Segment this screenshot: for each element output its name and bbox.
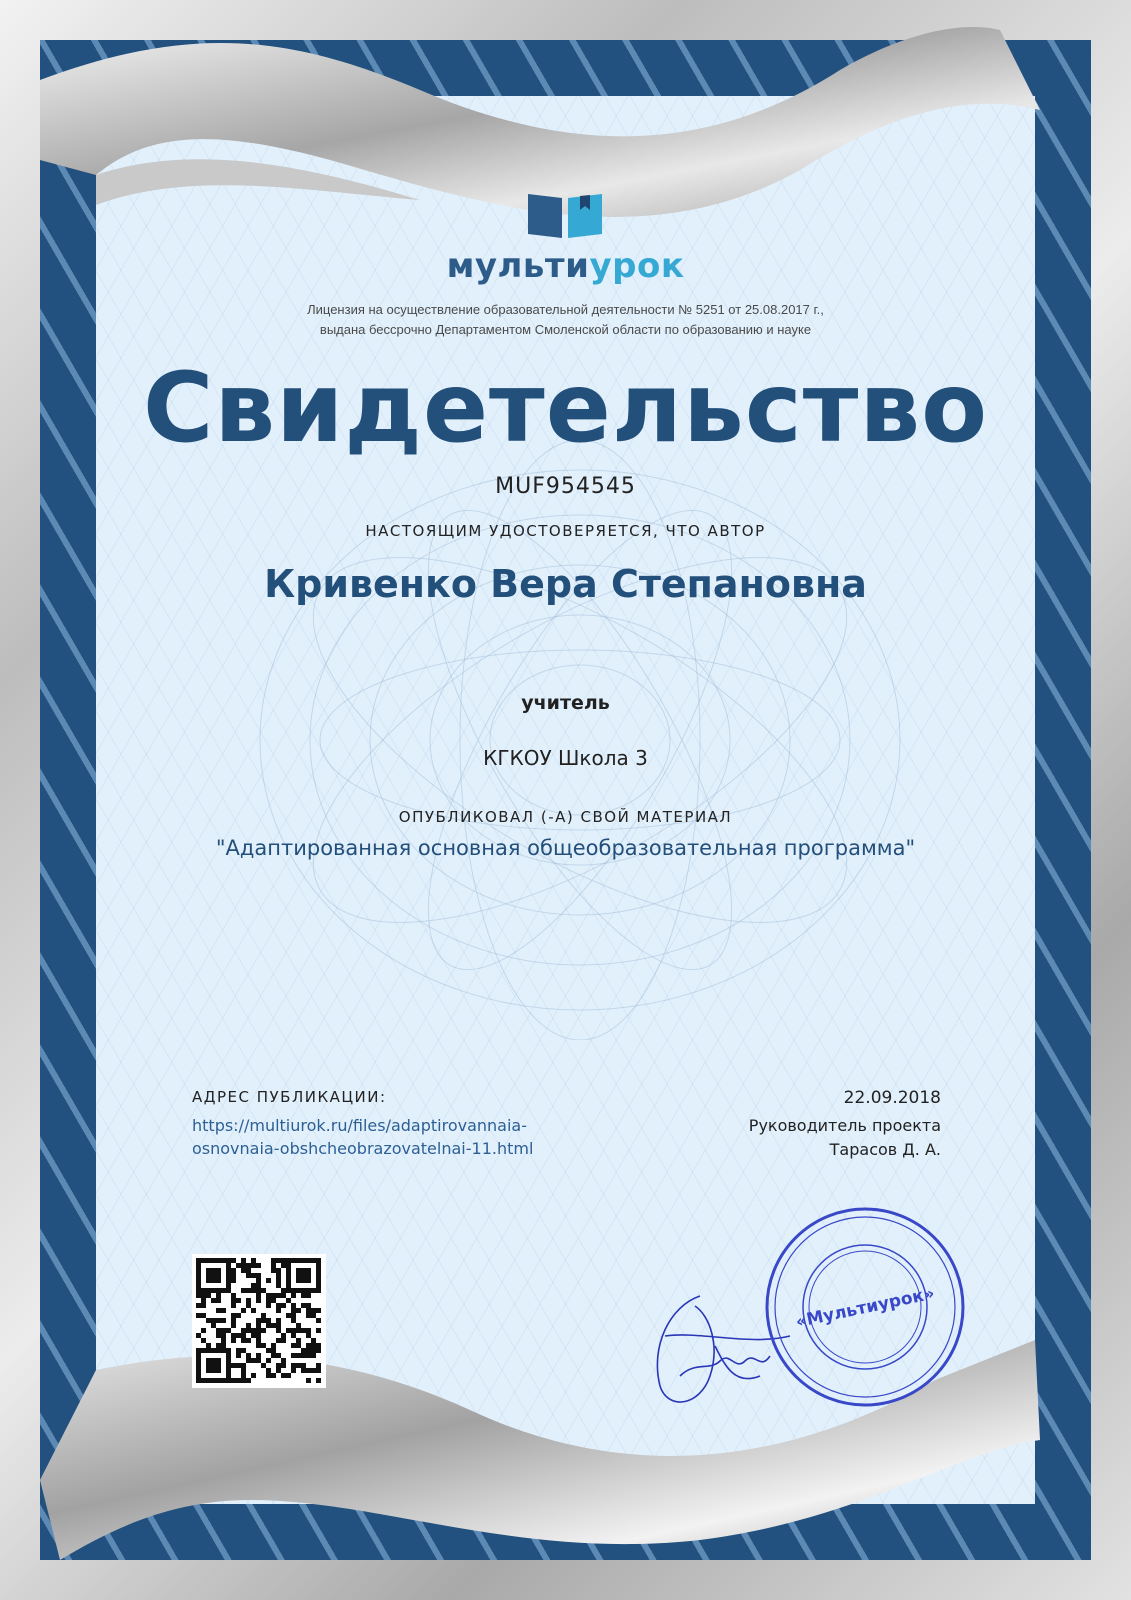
- qr-module: [221, 1308, 226, 1313]
- certificate-title: Свидетельство: [142, 352, 989, 464]
- qr-module: [216, 1368, 221, 1373]
- material-title: "Адаптированная основная общеобразовательная программа": [215, 836, 916, 860]
- qr-module: [246, 1378, 251, 1383]
- publication-url-line-2[interactable]: osnovnaia-obshcheobrazovatelnai-11.html: [192, 1139, 534, 1158]
- qr-module: [316, 1368, 321, 1373]
- qr-module: [231, 1338, 236, 1343]
- qr-module: [316, 1308, 321, 1313]
- author-school: КГКОУ Школа 3: [483, 746, 648, 770]
- qr-module: [236, 1298, 241, 1303]
- qr-module: [291, 1293, 296, 1298]
- qr-module: [251, 1308, 256, 1313]
- license-line-2: выдана бессрочно Департаментом Смоленской области по образованию и науке: [319, 322, 812, 337]
- qr-module: [201, 1303, 206, 1308]
- qr-module: [261, 1328, 266, 1333]
- qr-module: [241, 1308, 246, 1313]
- brand-name: [0, 246, 1131, 286]
- qr-module: [231, 1303, 236, 1308]
- qr-module: [266, 1358, 271, 1363]
- qr-module: [216, 1298, 221, 1303]
- qr-module: [316, 1318, 321, 1323]
- qr-module: [236, 1353, 241, 1358]
- publication-url[interactable]: [192, 1114, 652, 1160]
- qr-code-icon: [192, 1254, 326, 1388]
- stamp-icon: [760, 1202, 970, 1412]
- qr-module: [271, 1373, 276, 1378]
- qr-module: [311, 1353, 316, 1358]
- stamp-brand-text: «Мультиурок»: [793, 1283, 937, 1333]
- book-logo-icon: [520, 188, 610, 240]
- qr-module: [281, 1363, 286, 1368]
- qr-module: [276, 1308, 281, 1313]
- qr-module: [266, 1278, 271, 1283]
- license-line-1: Лицензия на осуществление образовательной деятельности № 5251 от 25.08.2017 г.,: [307, 302, 824, 317]
- issue-date: 22.09.2018: [843, 1088, 941, 1108]
- qr-module: [236, 1313, 241, 1318]
- qr-module: [291, 1368, 296, 1373]
- qr-module: [256, 1263, 261, 1268]
- published-text: ОПУБЛИКОВАЛ (-А) СВОЙ МАТЕРИАЛ: [398, 808, 733, 826]
- qr-module: [251, 1373, 256, 1378]
- qr-module: [231, 1278, 236, 1283]
- publication-address-label: АДРЕС ПУБЛИКАЦИИ:: [192, 1088, 387, 1106]
- qr-module: [231, 1323, 236, 1328]
- qr-module: [256, 1298, 261, 1303]
- qr-module: [316, 1348, 321, 1353]
- certify-text: НАСТОЯЩИМ УДОСТОВЕРЯЕТСЯ, ЧТО АВТОР: [365, 522, 766, 540]
- qr-module: [216, 1278, 221, 1283]
- qr-module: [306, 1278, 311, 1283]
- publication-url-line-1[interactable]: https://multiurok.ru/files/adaptirovannaia-: [192, 1116, 527, 1135]
- qr-module: [221, 1318, 226, 1323]
- brand-part-1: мульти: [446, 246, 590, 286]
- qr-module: [201, 1328, 206, 1333]
- qr-module: [316, 1328, 321, 1333]
- certificate-code: MUF954545: [495, 474, 636, 499]
- qr-module: [306, 1378, 311, 1383]
- qr-module: [281, 1338, 286, 1343]
- brand-part-2: урок: [589, 246, 685, 286]
- project-head-name: Тарасов Д. А.: [829, 1140, 941, 1159]
- qr-module: [286, 1373, 291, 1378]
- qr-module: [316, 1378, 321, 1383]
- qr-module: [246, 1338, 251, 1343]
- qr-module: [316, 1288, 321, 1293]
- license-text: [0, 300, 1131, 340]
- author-name: Кривенко Вера Степановна: [264, 562, 867, 606]
- qr-module: [296, 1308, 301, 1313]
- qr-module: [266, 1303, 271, 1308]
- qr-module: [306, 1293, 311, 1298]
- project-head-role: Руководитель проекта: [748, 1116, 941, 1135]
- qr-module: [281, 1303, 286, 1308]
- author-position: учитель: [521, 692, 610, 714]
